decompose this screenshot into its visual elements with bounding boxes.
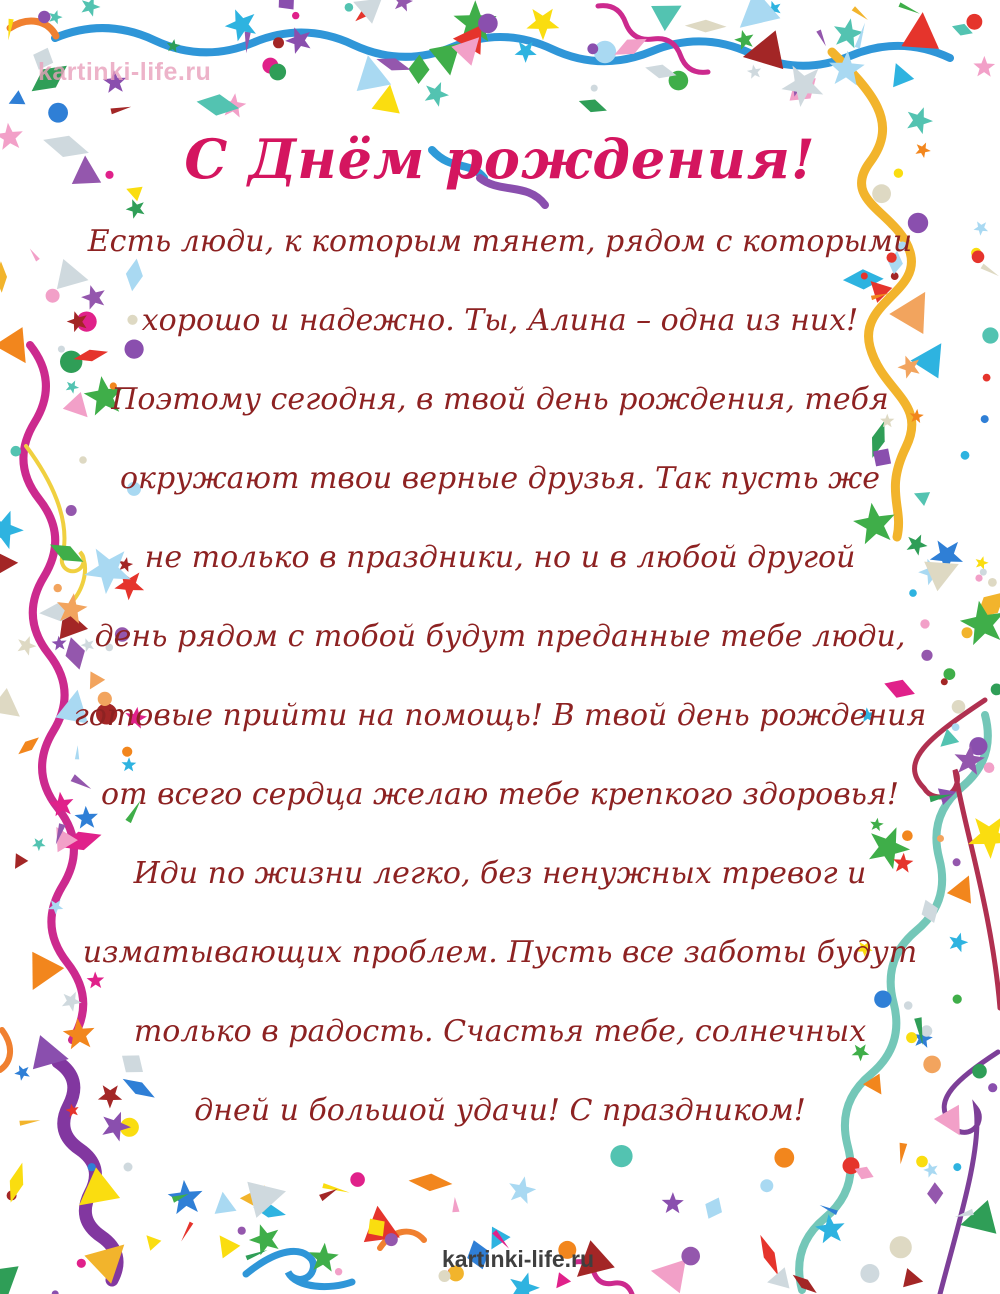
greeting-line: дней и большой удачи! С праздником! bbox=[194, 1093, 806, 1128]
greeting-line: Есть люди, к которым тянет, рядом с которыми bbox=[87, 224, 913, 259]
greeting-line: только в радость. Счастья тебе, солнечных bbox=[133, 1014, 867, 1049]
greeting-line: день рядом с тобой будут преданные тебе люди, bbox=[94, 619, 906, 654]
greeting-line: Иди по жизни легко, без ненужных тревог и bbox=[133, 856, 867, 891]
greeting-title: С Днём рождения! bbox=[184, 127, 816, 191]
greeting-line: хорошо и надежно. Ты, Алина – одна из них! bbox=[141, 303, 859, 338]
greeting-line: Поэтому сегодня, в твой день рождения, тебя bbox=[111, 382, 889, 417]
greeting-line: готовые прийти на помощь! В твой день рождения bbox=[73, 698, 927, 733]
greeting-line: от всего сердца желаю тебе крепкого здоровья! bbox=[101, 777, 899, 812]
greeting-line: не только в праздники, но и в любой другой bbox=[144, 540, 856, 575]
watermark-top-left: kartinki-life.ru bbox=[38, 58, 212, 86]
greeting-line: окружают твои верные друзья. Так пусть же bbox=[120, 461, 880, 496]
greeting-content bbox=[0, 116, 1000, 1150]
greeting-line: изматывающих проблем. Пусть все заботы будут bbox=[82, 935, 918, 970]
watermark-bottom: kartinki-life.ru bbox=[441, 1246, 595, 1272]
